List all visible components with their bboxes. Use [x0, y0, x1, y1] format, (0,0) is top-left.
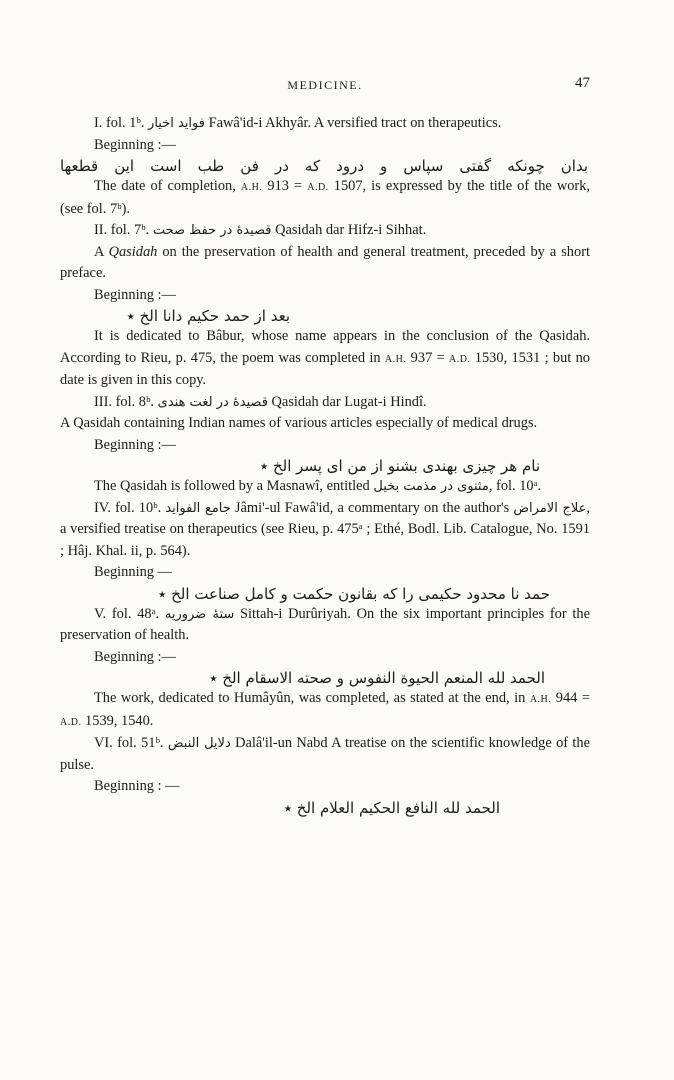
persian-verse: نام هر چیزی بهندی بشنو از من ای پسر الخ ٭ [260, 457, 540, 475]
beginning-label: Beginning : — [94, 778, 180, 794]
running-title: MEDICINE. [287, 78, 363, 92]
entry-description: Jâmi'-ul Fawâ'id, a commentary on the author's [230, 499, 514, 516]
era-abbrev: A.H. [240, 182, 263, 193]
era-abbrev: A.D. [307, 182, 329, 193]
entry-description: , a versified treatise on therapeutics (see Rieu, p. 475ᵃ ; Ethé, Bodl. Lib. Catalogue, No. 1591 ; Hâj. Khal. ii, p. 564). [60, 499, 590, 559]
entry-1-note [60, 176, 590, 220]
entry-2-note [60, 326, 590, 392]
entry-1-heading [60, 113, 590, 135]
entry-5-note [60, 688, 590, 733]
entry-description: Fawâ'id-i Akhyâr. A versified tract on therapeutics. [204, 115, 502, 131]
persian-title: فواید اخیار [148, 116, 205, 131]
entry-3-note [60, 476, 590, 498]
entry-description: Dalâ'il-un Nabd A treatise on the scientific knowledge of the pulse. [60, 735, 590, 773]
note-text: The date of completion, [94, 178, 241, 194]
persian-verse: الحمد لله النافع الحکیم العلام الخ ٭ [283, 798, 500, 817]
beginning-label: Beginning :— [94, 436, 176, 453]
folio-ref: fol. 7ᵇ. [110, 222, 150, 238]
persian-title: قصیدهٔ در لغت هندی [157, 394, 268, 410]
note-text: 1539, 1540. [81, 712, 154, 729]
persian-title: جامع الفواید [165, 500, 231, 516]
persian-verse: بعد از حمد حکیم دانا الخ ٭ [126, 307, 290, 325]
desc-text: A [94, 243, 109, 260]
entry-2-heading [60, 220, 590, 242]
note-text: The work, dedicated to Humâyûn, was completed, as stated at the end, in [94, 690, 530, 706]
era-abbrev: A.D. [449, 353, 471, 365]
entry-title-translit: Qasidah dar Hifz-i Sihhat. [271, 222, 427, 238]
entry-number: V. [94, 605, 107, 622]
entry-number: II. [94, 222, 108, 238]
entry-title-translit: Qasidah dar Lugat-i Hindî. [267, 393, 427, 410]
era-abbrev: A.H. [384, 353, 407, 365]
entry-5-heading [60, 604, 590, 647]
persian-inline: مثنوی در مذمت بخیل [373, 479, 489, 494]
entry-number: IV. [94, 499, 111, 516]
persian-title: ستهٔ ضروریه [164, 606, 235, 622]
note-text: 913 = [262, 178, 308, 194]
entry-4-heading [60, 498, 590, 563]
page-header [60, 75, 590, 98]
entry-2-description [60, 242, 590, 285]
persian-verse: بدان چونکه گفتی سپاس و درود که در فن طب است این قطعها [60, 157, 588, 175]
beginning-label: Beginning — [94, 564, 172, 580]
note-text: 1507, is expressed by the title of the work, (see fol. 7ᵇ). [60, 178, 590, 217]
era-abbrev: A.D. [60, 716, 82, 728]
entry-6-heading [60, 733, 590, 776]
persian-title: قصیدهٔ در حفظ صحت [152, 223, 272, 238]
era-abbrev: A.H. [529, 694, 552, 705]
entry-number: III. [94, 393, 112, 410]
entry-number: VI. [94, 735, 113, 751]
beginning-label: Beginning :— [94, 286, 176, 303]
folio-ref: fol. 48ᵃ. [111, 605, 160, 622]
folio-ref: fol. 8ᵇ. [115, 393, 155, 410]
note-text: 1530, 1531 ; but no date is given in this copy. [60, 349, 590, 388]
entry-description: Sittah-i Durûriyah. On the six important principles for the preservation of health. [60, 605, 590, 643]
entry-3-description: A Qasidah containing Indian names of various articles especially of medical drugs. [60, 415, 538, 431]
beginning-label: Beginning :— [94, 648, 176, 665]
note-text: 937 = [406, 349, 450, 366]
persian-inline: علاج الامراض [513, 500, 587, 516]
note-text: It is dedicated to Bâbur, whose name appears in the conclusion of the Qasidah. According to Rieu, p. 475, the poem was completed in [60, 328, 590, 366]
folio-ref: fol. 10ᵇ. [115, 499, 162, 516]
entry-number: I. [94, 115, 103, 131]
persian-verse: الحمد لله المنعم الحیوة النفوس و صحته الاسقام الخ ٭ [209, 669, 545, 687]
note-text: , fol. 10ᵃ. [488, 478, 542, 494]
note-text: The Qasidah is followed by a Masnawî, entitled [94, 478, 374, 494]
desc-title: Qasidah [108, 243, 158, 260]
entry-3-heading [60, 392, 590, 414]
persian-title: دلایل النبض [167, 736, 231, 751]
beginning-label: Beginning :— [94, 136, 176, 153]
page-number: 47 [575, 75, 590, 91]
note-text: 944 = [551, 690, 590, 706]
folio-ref: fol. 51ᵇ. [117, 735, 164, 751]
persian-verse: حمد نا محدود حکیمی را که بقانون حکمت و کامل صناعت الخ ٭ [158, 584, 550, 603]
folio-ref: fol. 1ᵇ. [106, 115, 145, 131]
desc-text: on the preservation of health and general treatment, preceded by a short preface. [60, 243, 590, 281]
page-body [60, 113, 590, 818]
